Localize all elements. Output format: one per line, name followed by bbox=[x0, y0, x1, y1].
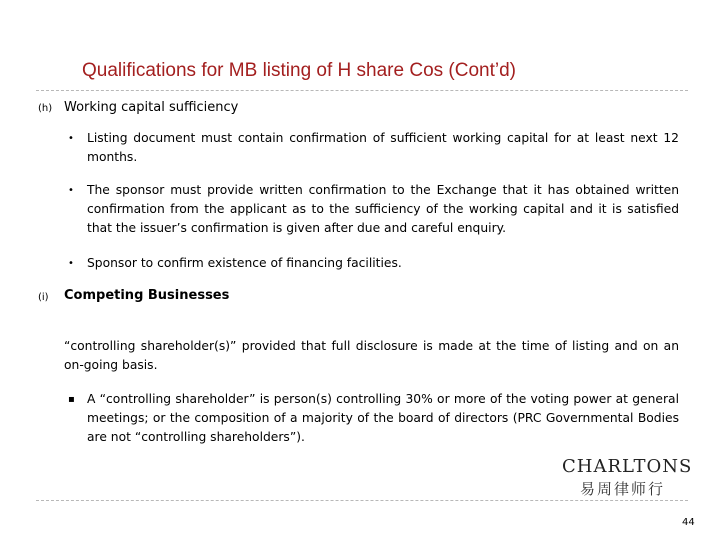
top-divider bbox=[36, 90, 688, 91]
section-i-label: (i) bbox=[38, 292, 49, 303]
charltons-logo: CHARLTONS bbox=[562, 456, 693, 477]
bullet-icon: • bbox=[68, 258, 74, 269]
section-h-bullet-1: Listing document must contain confirmation of sufficient working capital for at least next 12 months. bbox=[87, 131, 679, 164]
section-i-heading: Competing Businesses bbox=[64, 288, 230, 303]
section-i-bullet-1: A “controlling shareholder” is person(s) controlling 30% or more of the voting power at general meetings; or the composition of a majority of the board of directors (PRC Governmental Bodies are not “controlling shareholders”). bbox=[87, 392, 679, 444]
slide-title: Qualifications for MB listing of H share Cos (Cont’d) bbox=[82, 60, 516, 81]
bullet-icon: • bbox=[68, 185, 74, 196]
page-number: 44 bbox=[682, 517, 695, 528]
bottom-divider bbox=[36, 500, 688, 501]
bullet-icon: • bbox=[68, 133, 74, 144]
section-h-label: (h) bbox=[38, 103, 53, 114]
section-h-bullet-3: Sponsor to confirm existence of financing facilities. bbox=[87, 256, 402, 270]
charltons-logo-chinese: 易周律师行 bbox=[580, 480, 666, 498]
bullet-icon: ▪ bbox=[68, 394, 75, 405]
section-h-heading: Working capital sufficiency bbox=[64, 100, 239, 115]
section-h-bullet-2: The sponsor must provide written confirmation to the Exchange that it has obtained written confirmation from the applicant as to the sufficiency of the working capital and it is satisfied that the issuer’s confirmation is given after due and careful enquiry. bbox=[87, 183, 679, 235]
section-i-paragraph: “controlling shareholder(s)” provided that full disclosure is made at the time of listing and on an on-going basis. bbox=[64, 339, 679, 372]
